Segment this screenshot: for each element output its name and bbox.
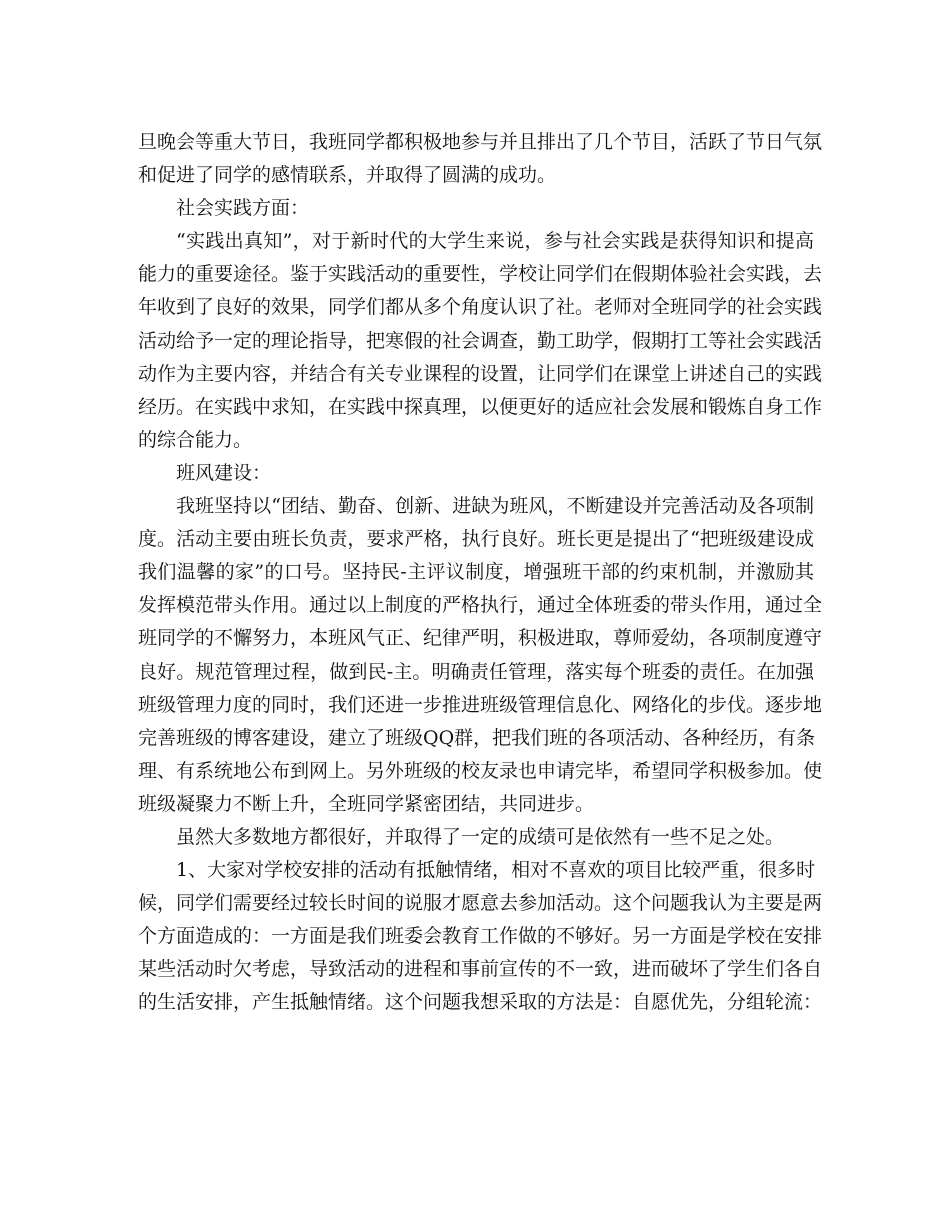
text-line: 发挥模范带头作用。通过以上制度的严格执行，通过全体班委的带头作用，通过全	[138, 594, 823, 617]
text-line: 活动给予一定的理论指导，把寒假的社会调查，勤工助学，假期打工等社会实践活	[138, 329, 823, 352]
text-line: 班同学的不懈努力，本班风气正、纪律严明，积极进取，尊师爱幼，各项制度遵守	[138, 627, 823, 650]
text-line: 的生活安排，产生抵触情绪。这个问题我想采取的方法是：自愿优先，分组轮流：	[138, 991, 823, 1014]
text-line: 能力的重要途径。鉴于实践活动的重要性，学校让同学们在假期体验社会实践，去	[138, 263, 823, 286]
text-line: 班级凝聚力不断上升，全班同学紧密团结，共同进步。	[138, 792, 595, 815]
text-line: 我班坚持以“团结、勤奋、创新、进缺为班风，不断建设并完善活动及各项制	[176, 495, 814, 518]
text-line: 和促进了同学的感情联系，并取得了圆满的成功。	[138, 164, 557, 187]
text-line: 完善班级的博客建设，建立了班级QQ群，把我们班的各项活动、各种经历，有条	[138, 726, 816, 749]
text-line: 良好。规范管理过程，做到民-主。明确责任管理，落实每个班委的责任。在加强	[138, 660, 814, 683]
text-line: 我们温馨的家”的口号。坚持民-主评议制度，增强班干部的约束机制，并激励其	[138, 561, 814, 584]
document-body	[138, 126, 823, 1020]
text-line: 动作为主要内容，并结合有关专业课程的设置，让同学们在课堂上讲述自己的实践	[138, 362, 823, 385]
text-line: 班级管理力度的同时，我们还进一步推进班级管理信息化、网络化的步伐。逐步地	[138, 693, 823, 716]
text-line: 1、大家对学校安排的活动有抵触情绪，相对不喜欢的项目比较严重，很多时	[176, 859, 816, 882]
text-line: 年收到了良好的效果，同学们都从多个角度认识了社。老师对全班同学的社会实践	[138, 296, 823, 319]
text-line: “实践出真知”，对于新时代的大学生来说，参与社会实践是获得知识和提高	[176, 230, 814, 253]
text-line: 理、有系统地公布到网上。另外班级的校友录也申请完毕，希望同学积极参加。使	[138, 759, 823, 782]
text-line: 旦晚会等重大节日，我班同学都积极地参与并且排出了几个节目，活跃了节日气氛	[138, 131, 823, 153]
text-line: 的综合能力。	[138, 428, 253, 451]
text-line: 候，同学们需要经过较长时间的说服才愿意去参加活动。这个问题我认为主要是两	[138, 892, 823, 915]
text-line: 度。活动主要由班长负责，要求严格，执行良好。班长更是提出了“把班级建设成	[138, 528, 814, 551]
section-heading: 班风建设：	[176, 461, 272, 484]
text-line: 个方面造成的：一方面是我们班委会教育工作做的不够好。另一方面是学校在安排	[138, 925, 823, 948]
text-line: 某些活动时欠考虑，导致活动的进程和事前宣传的不一致，进而破坏了学生们各自	[138, 958, 823, 981]
section-heading: 社会实践方面：	[176, 197, 310, 220]
text-line: 经历。在实践中求知，在实践中探真理，以便更好的适应社会发展和锻炼自身工作	[138, 395, 823, 418]
text-line: 虽然大多数地方都很好，并取得了一定的成绩可是依然有一些不足之处。	[176, 825, 785, 848]
